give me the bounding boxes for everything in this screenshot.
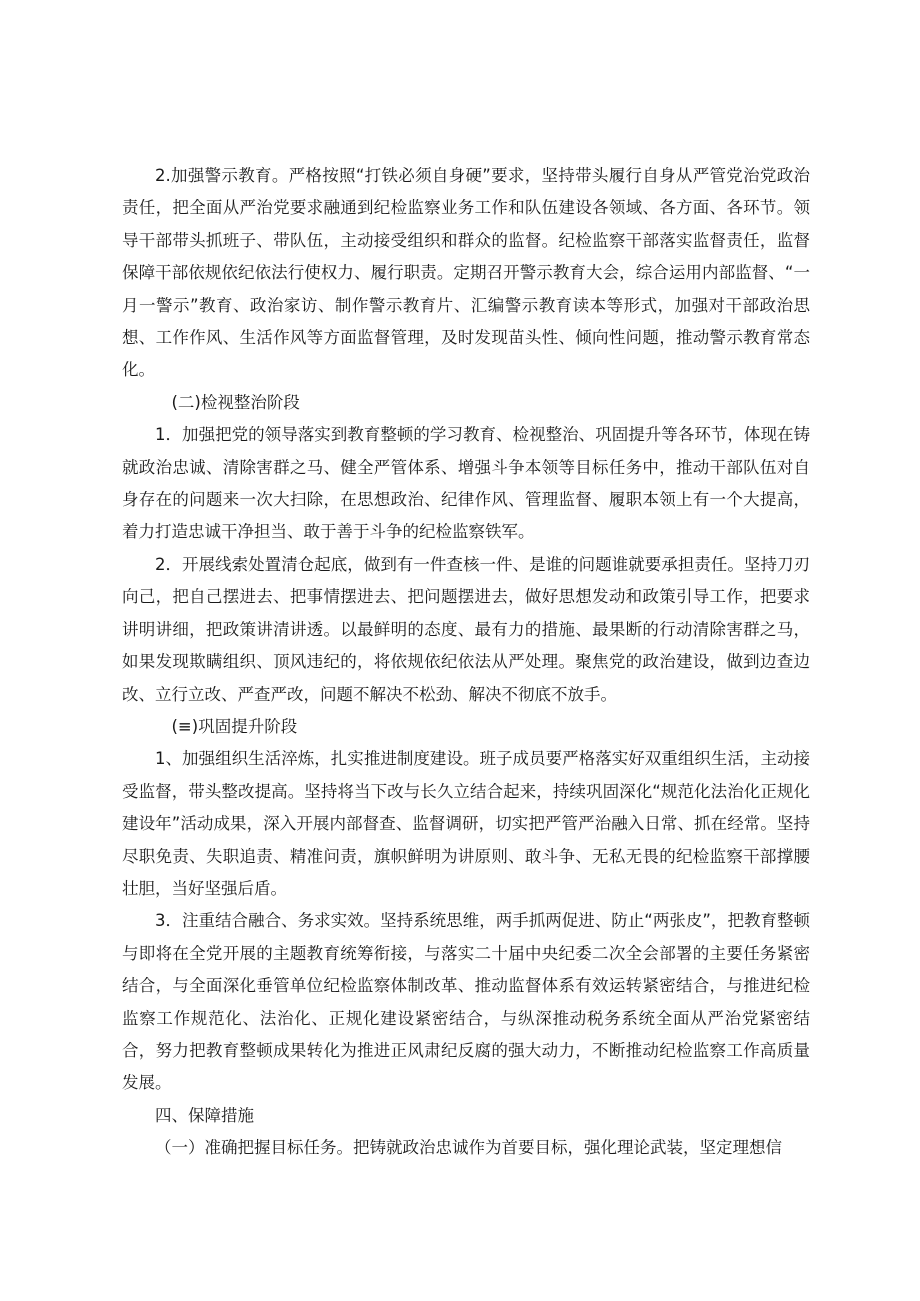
paragraph-integration: 3．注重结合融合、务求实效。坚持系统思维，两手抓两促进、防止“两张皮”，把教育整顿与即将在全党开展的主题教育统筹衔接，与落实二十届中央纪委二次全会部署的主要任务紧密结合，与全面深化垂管单位纪检监察体制改革、推动监督体系有效运转紧密结合，与推进纪检监察工作规范化、法治化、正规化建设紧密结合，与纵深推动税务系统全面从严治党紧密结合，努力把教育整顿成果转化为推进正风肃纪反腐的强大动力，不断推动纪检监察工作高质量发展。	[122, 911, 810, 1093]
heading-inspection-stage: (二)检视整治阶段	[171, 392, 300, 412]
paragraph-target-tasks: （一）准确把握目标任务。把铸就政治忠诚作为首要目标，强化理论武装，坚定理想信	[155, 1138, 782, 1158]
paragraph-warning-education: 2.加强警示教育。严格按照“打铁必须自身硬”要求，坚持带头履行自身从严管党治党政治责任，把全面从严治党要求融通到纪检监察业务工作和队伍建设各领域、各方面、各环节。领导干部带头抓班子、带队伍，主动接受组织和群众的监督。纪检监察干部落实监督责任，监督保障干部依规依纪依法行使权力、履行职责。定期召开警示教育大会，综合运用内部监督、“一月一警示”教育、政治家访、制作警示教育片、汇编警示教育读本等形式，加强对干部政治思想、工作作风、生活作风等方面监督管理，及时发现苗头性、倾向性问题，推动警示教育常态化。	[122, 166, 810, 380]
heading-safeguard-measures: 四、保障措施	[155, 1105, 254, 1125]
paragraph-party-leadership: 1．加强把党的领导落实到教育整顿的学习教育、检视整治、巩固提升等各环节，体现在铸就政治忠诚、清除害群之马、健全严管体系、增强斗争本领等目标任务中，推动干部队伍对自身存在的问题来一次大扫除，在思想政治、纪律作风、管理监督、履职本领上有一个大提高，着力打造忠诚干净担当、敢于善于斗争的纪检监察铁军。	[122, 425, 810, 542]
document-page	[122, 160, 810, 1165]
paragraph-clue-disposal: 2．开展线索处置清仓起底，做到有一件查核一件、是谁的问题谁就要承担责任。坚持刀刃向己，把自己摆进去、把事情摆进去、把问题摆进去，做好思想发动和政策引导工作，把要求讲明讲细，把政策讲清讲透。以最鲜明的态度、最有力的措施、最果断的行动清除害群之马，如果发现欺瞒组织、顶风违纪的，将依规依纪依法从严处理。聚焦党的政治建设，做到边查边改、立行立改、严查严改，问题不解决不松劲、解决不彻底不放手。	[122, 554, 810, 704]
heading-consolidation-stage: (≡)巩固提升阶段	[171, 716, 298, 736]
paragraph-organizational-life: 1、加强组织生活淬炼，扎实推进制度建设。班子成员要严格落实好双重组织生活，主动接受监督，带头整改提高。坚持将当下改与长久立结合起来，持续巩固深化“规范化法治化正规化建设年”活动成果，深入开展内部督查、监督调研，切实把严管严治融入日常、抓在经常。坚持尽职免责、失职追责、精准问责，旗帜鲜明为讲原则、敢斗争、无私无畏的纪检监察干部撑腰壮胆，当好坚强后盾。	[122, 749, 810, 898]
